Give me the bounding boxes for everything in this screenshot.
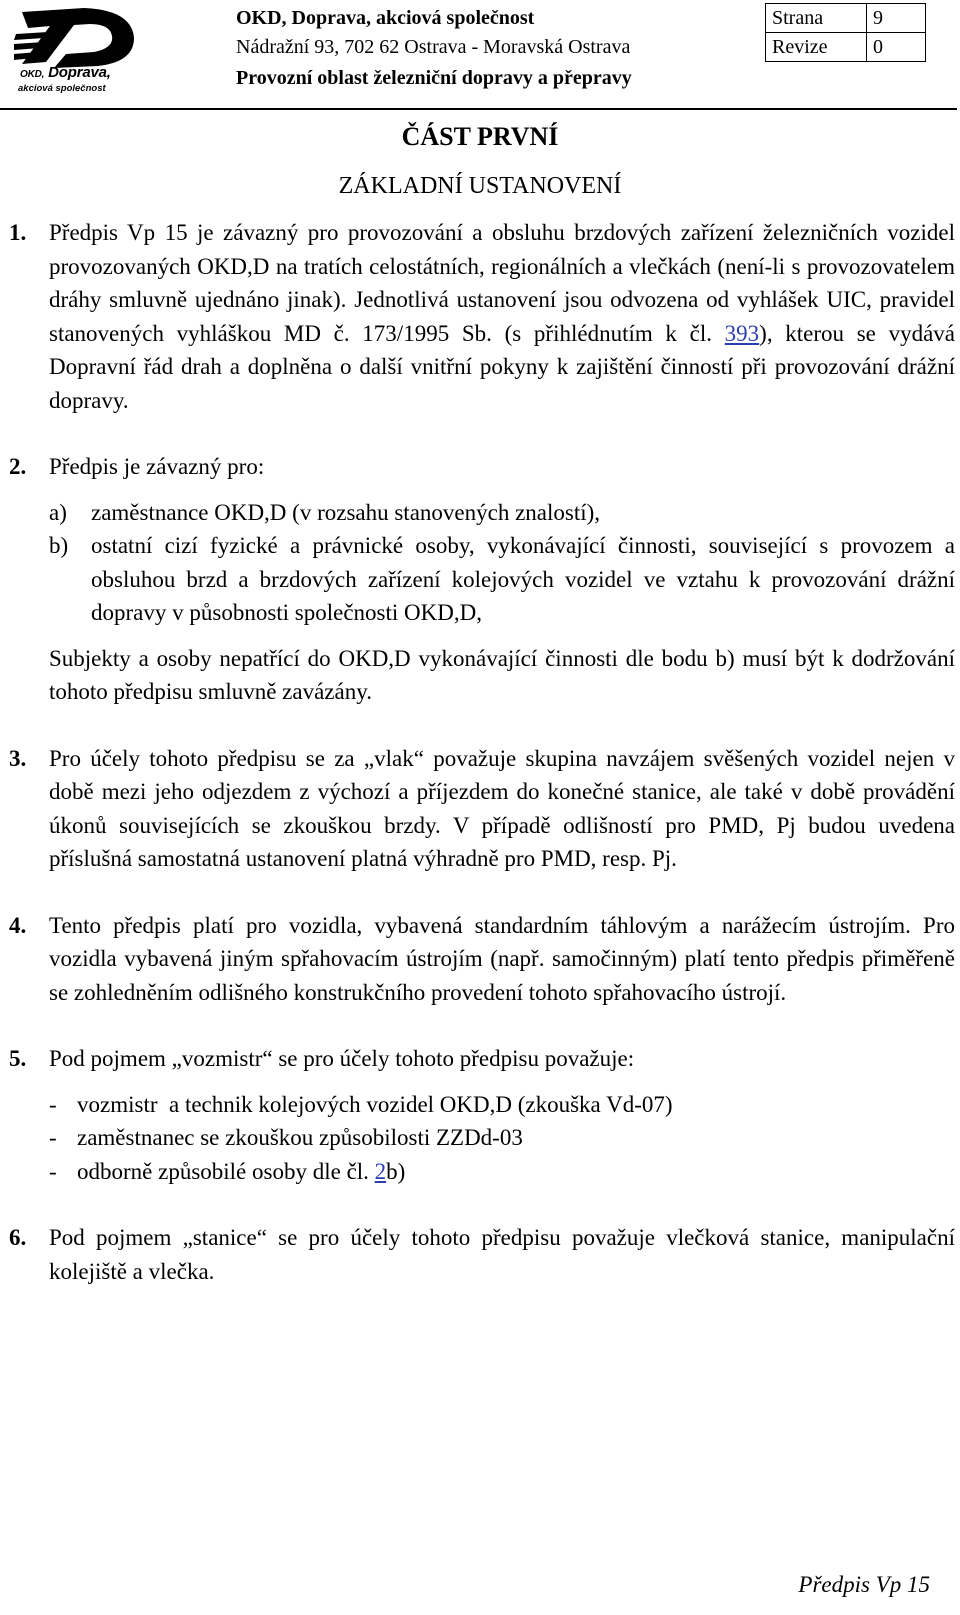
section-intro: Pod pojmem „vozmistr“ se pro účely tohoto předpisu považuje: xyxy=(49,1046,635,1071)
section-number: 6. xyxy=(9,1225,27,1250)
section-4 xyxy=(9,909,955,1010)
document-body xyxy=(9,216,955,1288)
meta-label: Strana xyxy=(766,4,867,33)
logo-wordmark: OKD, Doprava, xyxy=(20,64,111,81)
list-item xyxy=(49,1121,955,1155)
list-item xyxy=(49,496,955,530)
section-text: Pro účely tohoto předpisu se za „vlak“ považuje skupina navzájem svěšených vozidel nejen v době mezi jeho odjezdem z výchozí a příjezdem do konečné stanice, ale také v době provádění úkonů souvisejících se zkouškou brzdy. V případě odlišností pro PMD, Pj budou uvedena příslušná samostatná ustanovení platná výhradně pro PMD, resp. Pj. xyxy=(49,745,955,871)
part-subtitle: ZÁKLADNÍ USTANOVENÍ xyxy=(338,173,622,199)
section-text: Pod pojmem „stanice“ se pro účely tohoto předpisu považuje vlečková stanice, manipulační kolejiště a vlečka. xyxy=(49,1225,955,1284)
section-2 xyxy=(9,450,955,709)
section-6 xyxy=(9,1221,955,1288)
list-bullet: - xyxy=(49,1158,57,1184)
meta-label: Revize xyxy=(766,33,867,62)
section-text-cont: ), kterou se vydává Dopravní řád drah a doplněna o další vnitřní pokyny k zajištění činností při provozování drážní dopravy. xyxy=(49,320,955,413)
list-marker: b) xyxy=(49,533,69,558)
logo-subtitle: akciová společnost xyxy=(18,83,106,94)
list-item-text: ostatní cizí fyzické a právnické osoby, vykonávající činnosti, související s provozem a obsluhou brzd a brzdových zařízení kolejových vozidel ve vztahu k provozování drážní dopravy v působnosti společnosti OKD,D, xyxy=(91,533,955,625)
company-address: Nádražní 93, 702 62 Ostrava - Moravská Ostrava xyxy=(236,36,631,58)
section-note: Subjekty a osoby nepatřící do OKD,D vykonávající činnosti dle bodu b) musí být k dodržování tohoto předpisu smluvně zavázány. xyxy=(49,645,955,704)
meta-row-revision xyxy=(766,33,926,62)
meta-value: 0 xyxy=(867,33,926,62)
section-5 xyxy=(9,1042,955,1188)
page-meta-table xyxy=(765,3,926,62)
list-item-text: zaměstnanec se zkouškou způsobilosti ZZDd-03 xyxy=(77,1125,523,1150)
division-name: Provozní oblast železniční dopravy a přepravy xyxy=(236,67,632,89)
meta-row-page xyxy=(766,4,926,33)
section-3 xyxy=(9,742,955,876)
list-bullet: - xyxy=(49,1125,57,1150)
section-1 xyxy=(9,216,955,417)
list-item xyxy=(49,1088,955,1122)
part-title: ČÁST PRVNÍ xyxy=(401,122,559,151)
section-text: Předpis Vp 15 je závazný pro provozování a obsluhu brzdových zařízení železničních vozidel provozovaných OKD,D na tratích celostátních, regionálních a vlečkách (není-li s provozovatelem dráhy smluvně ujednáno jinak). Jednotlivá ustanovení jsou odvozena od vyhlášek UIC, pravidel stanovených vyhláškou MD č. 173/1995 Sb. (s přihlédnutím k čl. xyxy=(49,220,955,346)
section-number: 3. xyxy=(9,745,27,771)
list-bullet: - xyxy=(49,1091,57,1117)
meta-value: 9 xyxy=(867,4,926,33)
list-item xyxy=(49,529,955,630)
list-item-text-cont: b) xyxy=(386,1158,406,1184)
section-number: 5. xyxy=(9,1046,27,1071)
section-text: Tento předpis platí pro vozidla, vybavená standardním táhlovým a narážecím ústrojím. Pro vozidla vybavená jiným spřahovacím ústrojím (např. samočinným) platí tento předpis přiměřeně se zohledněním odlišného konstrukčního provedení tohoto spřahovacího ústrojí. xyxy=(49,912,955,1005)
list-item-text: vozmistr a technik kolejových vozidel OKD,D (zkouška Vd-07) xyxy=(77,1091,673,1117)
article-link-2[interactable]: 2 xyxy=(374,1158,387,1184)
section-number: 1. xyxy=(9,220,27,245)
header-divider xyxy=(0,108,957,110)
list-marker: a) xyxy=(49,499,67,525)
section-intro: Předpis je závazný pro: xyxy=(49,454,265,479)
page-header xyxy=(0,0,960,110)
section-number: 4. xyxy=(9,912,27,938)
company-name: OKD, Doprava, akciová společnost xyxy=(236,7,535,29)
page-footer: Předpis Vp 15 xyxy=(798,1572,930,1597)
list-item xyxy=(49,1155,955,1189)
section-number: 2. xyxy=(9,454,27,479)
list-item-text: odborně způsobilé osoby dle čl. xyxy=(77,1158,375,1184)
article-link-393[interactable]: 393 xyxy=(724,320,760,346)
list-item-text: zaměstnance OKD,D (v rozsahu stanovených znalostí), xyxy=(91,499,601,525)
